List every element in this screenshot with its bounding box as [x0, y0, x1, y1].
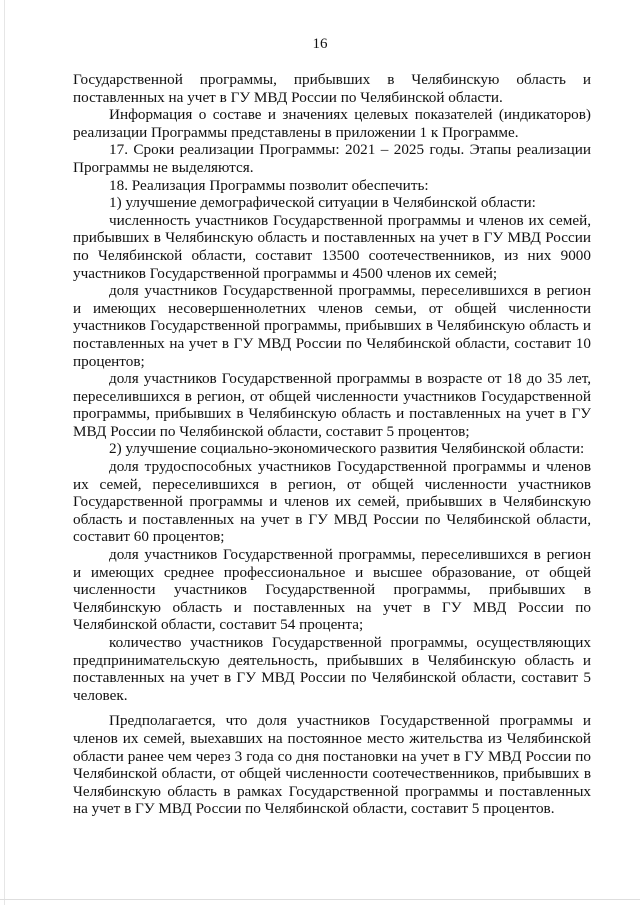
paragraph: доля участников Государственной программы, переселившихся в регион и имеющих несовершеннолетних членов семьи, от общей численности участников Государственной программы, прибывших в Челябинскую область и поставленных на учет в ГУ МВД России по Челябинской области, составит 10 процентов;: [73, 282, 591, 370]
paragraph: 18. Реализация Программы позволит обеспечить:: [109, 176, 429, 194]
document-body: [73, 71, 591, 818]
paragraph: доля трудоспособных участников Государственной программы и членов их семей, переселившихся в регион, от общей численности участников Государственной программы и членов их семей, прибывших в Челябинскую область и поставленных на учет в ГУ МВД России по Челябинской области, составит 60 процентов;: [73, 458, 591, 546]
paragraph: Предполагается, что доля участников Государственной программы и членов их семей, выехавших на постоянное место жительства из Челябинской области ранее чем через 3 года со дня постановки на учет в ГУ МВД России по Челябинской области, от общей численности соотечественников, прибывших в Челябинскую область в рамках Государственной программы и поставленных на учет в ГУ МВД России по Челябинской области, составит 5 процентов.: [73, 712, 591, 818]
paragraph: количество участников Государственной программы, осуществляющих предпринимательскую деятельность, прибывших в Челябинскую область и поставленных на учет в ГУ МВД России по Челябинской области, составит 5 человек.: [73, 634, 591, 704]
scan-bottom-line: [0, 899, 640, 900]
paragraph: доля участников Государственной программы, переселившихся в регион и имеющих среднее профессиональное и высшее образование, от общей численности участников Государственной программы, прибывших в Челябинскую область и поставленных на учет в ГУ МВД России по Челябинской области, составит 54 процента;: [73, 546, 591, 634]
scan-edge-line: [4, 0, 5, 905]
page-number: 16: [312, 36, 328, 52]
paragraph: 1) улучшение демографической ситуации в Челябинской области:: [109, 194, 536, 212]
paragraph: численность участников Государственной программы и членов их семей, прибывших в Челябинскую область и поставленных на учет в ГУ МВД России по Челябинской области, составит 13500 соотечественников, из них 9000 участников Государственной программы и 4500 членов их семей;: [73, 211, 591, 282]
paragraph: Информация о составе и значениях целевых показателей (индикаторов) реализации Программы представлены в приложении 1 к Программе.: [73, 106, 591, 141]
paragraph: Государственной программы, прибывших в Челябинскую область и поставленных на учет в ГУ МВД России по Челябинской области.: [73, 71, 591, 106]
paragraph: доля участников Государственной программы в возрасте от 18 до 35 лет, переселившихся в регион, от общей численности участников Государственной программы, прибывших в Челябинскую область и поставленных на учет в ГУ МВД России по Челябинской области, составит 5 процентов;: [73, 370, 591, 440]
paragraph: 2) улучшение социально-экономического развития Челябинской области:: [109, 440, 585, 458]
paragraph: 17. Сроки реализации Программы: 2021 – 2025 годы. Этапы реализации Программы не выделяются.: [73, 141, 591, 176]
